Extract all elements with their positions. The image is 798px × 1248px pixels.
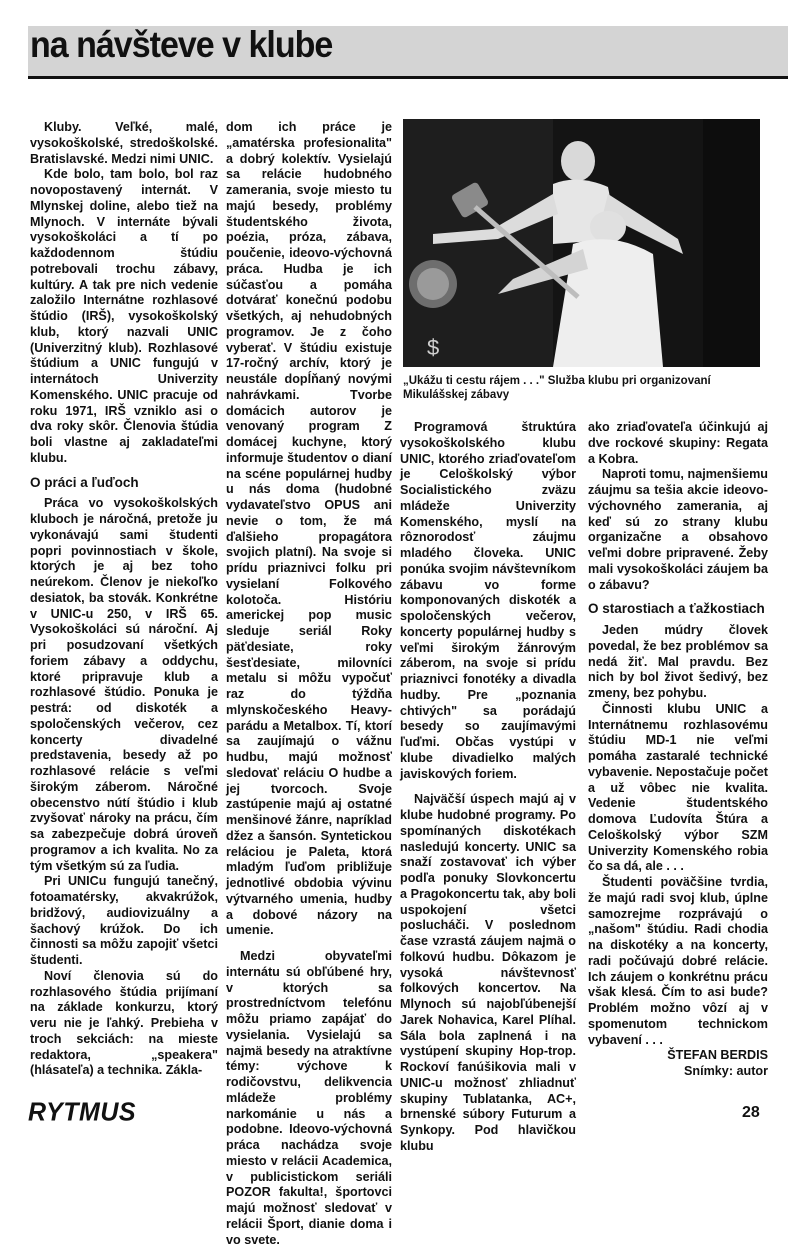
magazine-logo: RYTMUS <box>28 1097 137 1127</box>
article-column-2 <box>226 120 392 1247</box>
photo-caption: „Ukážu ti cestu rájem . . ." Služba klubu pri organizovaní Mikulášskej zábavy <box>403 375 711 401</box>
article-photo <box>403 119 760 367</box>
paragraph: Práca vo vysokoškolských kluboch je náročná, pretože ju vykonávajú sami študenti popri povinnostiach v škole, ktorých je aj bez toho neúrekom. Členov je niekoľko desiatok, ba stovák. Konkrétne v UNIC-u 250, v IRŠ 65. Vysokoškoláci sú nároční. Aj pri posudzovaní všetkých foriem zábavy a oddychu, ktoré pripravuje klub a rozhlasové štúdio. Ponuka je pestrá: od diskoték a spoločenských večerov, cez koncerty divadelné predstavenia, besedy až po rozhlasové relácie s veľmi širokým záberom. Náročné obecenstvo nútí štúdio i klub zvyšovať nároky na prácu, čím sa zabezpečuje dobrá úroveň programov a ich kvalita. No za tým všetkým sú za ľudia. <box>30 496 218 873</box>
header-rule <box>28 76 788 79</box>
paragraph: Najväčší úspech majú aj v klube hudobné programy. Po spomínaných diskotékach nasledujú koncerty. UNIC sa snaží zostavovať ich výber podľa ponuky Slovkoncertu a Pragokoncertu tak, aby boli uspokojení všetci poslucháči. V poslednom čase vzrastá záujem najmä o folkovú hudbu. Dôkazom je vysoká návštevnosť folkových koncertov. Na Mlynoch sú najobľúbenejší Jarek Nohavica, Karel Plíhal. Sála bola zaplnená i na vystúpení skupiny Hop-trop. Rockoví fanúšikovia mali v UNIC-u možnosť zhliadnuť skupiny Tublatanka, AC+, brnenské súbory Futurum a Synkopy. Pod hlavičkou klubu <box>400 792 576 1153</box>
page-title: na návšteve v klube <box>30 24 333 66</box>
paragraph: Pri UNICu fungujú tanečný, fotoamatérsky, akvakrúžok, bridžový, audiovizuálny a šachový krúžok. Do ich činnosti sa môžu zapojiť všetci študenti. <box>30 874 218 967</box>
paragraph: Kluby. Veľké, malé, vysokoškolské, stredoškolské. Bratislavské. Medzi nimi UNIC. <box>30 120 218 166</box>
paragraph: Kde bolo, tam bolo, bol raz novopostavený internát. V Mlynskej doline, alebo tiež na Mlynoch. V internáte bývali vysokoškoláci a tí po každodennom štúdiu potrebovali trochu zábavy, kultúry. A tak pre nich vedenie založilo Internátne rozhlasové štúdio (IRŠ), vysokoškolský klub, ktorý nazvali UNIC (Univerzitný klub). Rozhlasové štúdium a UNIC fungujú v internátoch Univerzity Komenského. UNIC pracuje od roku 1971, IRŠ vzniklo asi o dva roky skôr. Členovia štúdia boli vlastne aj zakladateľmi klubu. <box>30 167 218 465</box>
page-number: 28 <box>742 1104 760 1121</box>
paragraph: Noví členovia sú do rozhlasového štúdia prijímaní na základe konkurzu, ktorý veru nie je ľahký. Prebieha v troch sekciách: na mieste redaktora, „speakera" (hlásateľa) a technika. Zákla- <box>30 968 218 1078</box>
paragraph: Medzi obyvateľmi internátu sú obľúbené hry, v ktorých sa prostredníctvom telefónu môžu priamo zapájať do vysielania. Vysielajú sa najmä besedy na atraktívne témy: výchove k rodičovstvu, delikvencia mládeže problémy narkománie u nás a podobne. Ideovo-výchovná práca nachádza svoje miesto v relácii Academica, v publicistickom seriáli POZOR fakulta!, športovci majú možnosť sledovať v relácii Šport, dianie doma i vo svete. <box>226 949 392 1247</box>
article-column-3 <box>400 420 576 1153</box>
author-name: ŠTEFAN BERDIS <box>667 1048 768 1063</box>
paragraph: Programová štruktúra vysokoškolského klubu UNIC, ktorého zriaďovateľom je Celoškolský výbor Socialistického zväzu mládeže Univerzity Komenského, myslí na rôznorodosť záujmu mladého človeka. UNIC ponúka svojim návštevníkom zábavu vo forme komponovaných diskoték a spoločenských večerov, koncerty populárnej hudby s veľmi širokým žánrovým záberom, na svoje si prídu priaznivci fonotéky a divadla hudby. Pre „poznania chtivých" sa porádajú besedy so zaujímavými ľuďmi. Občas vystúpi v klube divadielko malých javiskových foriem. <box>400 420 576 781</box>
section-heading: O starostiach a ťažkostiach <box>588 601 765 617</box>
paragraph: dom ich práce je „amatérska profesionalita" a dobrý kolektív. Vysielajú sa relácie hudobného zamerania, svoje miesto tu majú besedy, problémy študentského života, poézia, próza, zábava, poučenie, ideovo-výchovná práca. Hudba je ich súčasťou a pomáha dotvárať konečnú podobu všetkých, aj nehudobných programov. Je z čoho vyberať. V štúdiu existuje 17-ročný archív, ktorý je neustále dopĺňaný novými nahrávkami. Tvorbe domácich autorov je venovaný program Z domácej kuchyne, ktorý informuje študentov o dianí na scéne populárnej hudby u nás doma (hudobné vydavateľstvo OPUS ani nevie o tom, že má ďalšieho propagátora svojich platní). Na svoje si prídu priaznivci folku pri vysielaní Folkového kolotoča. Históriu americkej pop music sleduje seriál Roky päťdesiate, roky šesťdesiate, milovníci metalu si môžu vypočuť raz do týždňa mlynskočeského Heavy-parádu a Metalbox. Tí, ktorí sa zaujímajú o vážnu hudbu, majú možnosť sledovať reláciu O hudbe a jej tvorcoch. Svoje zastúpenie majú aj ostatné menšinové žánre, napríklad džez a šansón. Syntetickou reláciou je Paleta, ktorá mladým ľuďom približuje jednotlivé obdobia vývinu výtvarného umenia, hudby a dobové názory na umenie. <box>226 120 392 938</box>
paragraph: Naproti tomu, najmenšiemu záujmu sa tešia akcie ideovo-výchovného zamerania, aj keď sú zo strany klubu organizačne a obsahovo veľmi dobre pripravené. Žeby mali vysokoškoláci záujem ba o zábavu? <box>588 467 768 592</box>
article-column-4 <box>588 420 768 1080</box>
article-column-1 <box>30 120 218 1130</box>
svg-text:$: $ <box>427 335 440 360</box>
paragraph: Študenti poväčšine tvrdia, že majú radi svoj klub, úplne samozrejme rozprávajú o „našom" štúdiu. Radi chodia na diskotéky a na koncerty, radi počúvajú dobré relácie. Ich záujem o konkrétnu prácu však klesá. Čím to asi bude? Problém možno vôzí aj v spomenutom technickom vybavení . . . <box>588 875 768 1047</box>
paragraph: ako zriaďovateľa účinkujú aj dve rockové skupiny: Regata a Kobra. <box>588 420 768 466</box>
paragraph: Jeden múdry človek povedal, že bez problémov sa nedá žiť. Mal pravdu. Bez nich by bol život šedivý, bez zmeny, bez pohybu. <box>588 623 768 700</box>
photo-illustration <box>403 119 760 367</box>
photo-credit: Snímky: autor <box>684 1064 768 1078</box>
section-heading: O práci a ľuďoch <box>30 474 139 490</box>
paragraph: Činnosti klubu UNIC a Internátnemu rozhlasovému štúdiu MD-1 nie veľmi pomáha zastaralé technické vybavenie. Nepostačuje počet a už vôbec nie kvalita. Vedenie študentského domova Ľudovíta Štúra a Celoškolský výbor SZM Univerzity Komenského robia čo sa dá, ale . . . <box>588 701 768 874</box>
